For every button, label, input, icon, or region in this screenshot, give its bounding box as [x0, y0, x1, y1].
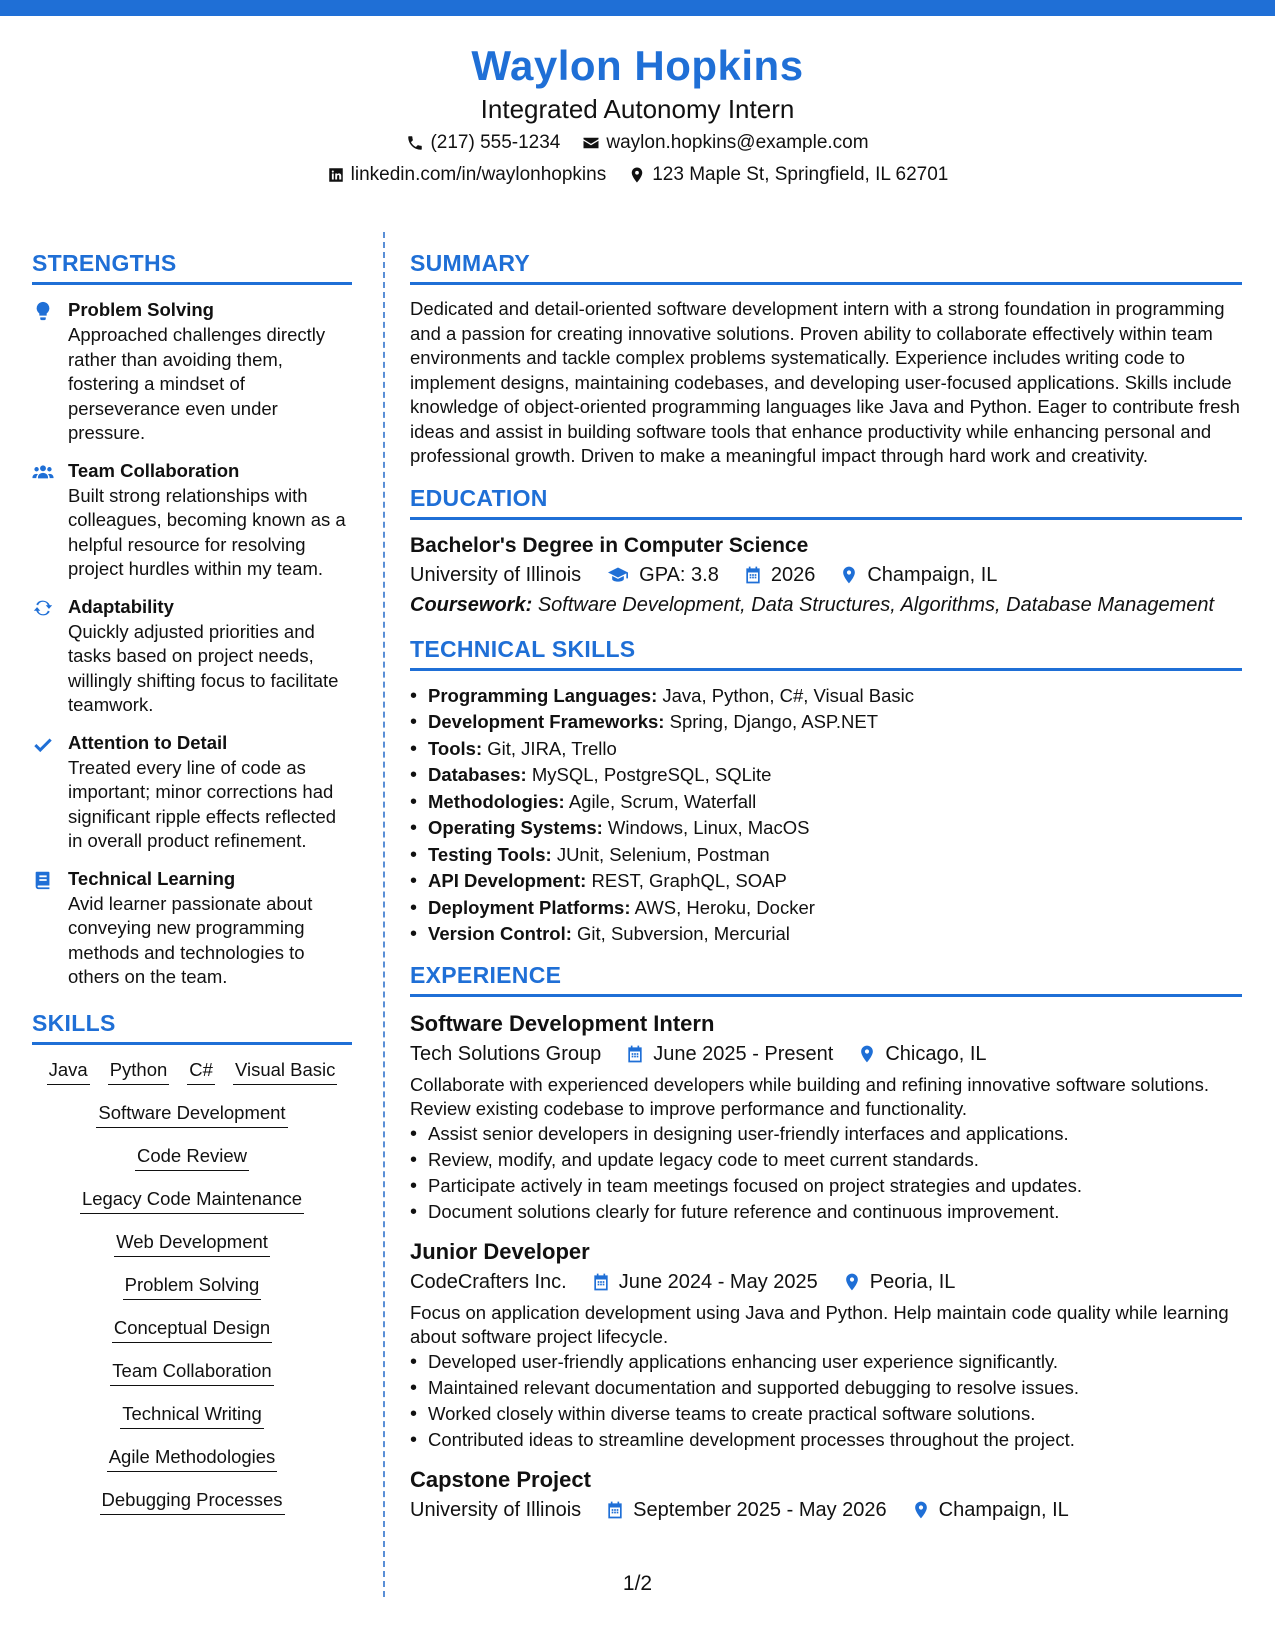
- skill-row: [32, 1100, 352, 1128]
- strength-item: [32, 594, 352, 718]
- users-icon: [32, 461, 54, 483]
- list-item: • Document solutions clearly for future reference and continuous improvement.: [410, 1199, 1242, 1225]
- skill-chip: Legacy Code Maintenance: [80, 1186, 304, 1214]
- summary-heading: SUMMARY: [410, 248, 1242, 285]
- skill-row: [32, 1057, 352, 1085]
- address-contact: [628, 162, 948, 188]
- skill-row: [32, 1315, 352, 1343]
- list-item: • Operating Systems: Windows, Linux, MacOS: [410, 815, 1242, 842]
- calendar-icon: [605, 1500, 625, 1520]
- job-bullets: [410, 1349, 1242, 1453]
- skill-chip: Conceptual Design: [112, 1315, 272, 1343]
- strength-item: [32, 866, 352, 990]
- skill-row: [32, 1186, 352, 1214]
- gpa-text: GPA: 3.8: [639, 563, 719, 586]
- technical-skills-list: [410, 683, 1242, 948]
- graduation-year: 2026: [770, 563, 816, 586]
- strength-title: Adaptability: [68, 595, 174, 617]
- list-item: • Testing Tools: JUnit, Selenium, Postman: [410, 842, 1242, 869]
- experience-heading: EXPERIENCE: [410, 960, 1242, 997]
- strength-title: Team Collaboration: [68, 459, 240, 481]
- skill-chip: Visual Basic: [233, 1057, 337, 1085]
- skill-chip: Software Development: [96, 1100, 287, 1128]
- job-title: Junior Developer: [410, 1238, 590, 1264]
- strength-item: [32, 730, 352, 854]
- book-icon: [32, 869, 54, 891]
- phone-text: (217) 555-1234: [430, 132, 561, 153]
- job-location: Chicago, IL: [885, 1042, 987, 1065]
- list-item: • Programming Languages: Java, Python, C#, Visual Basic: [410, 683, 1242, 710]
- job-dates: June 2025 - Present: [653, 1042, 834, 1065]
- job-dates: September 2025 - May 2026: [633, 1498, 887, 1521]
- job-meta: [410, 1495, 1242, 1525]
- job-meta: [410, 1039, 1242, 1069]
- job-title: Capstone Project: [410, 1466, 591, 1492]
- skill-row: [32, 1444, 352, 1472]
- candidate-title: Integrated Autonomy Intern: [480, 94, 795, 124]
- skill-chip: Debugging Processes: [100, 1487, 285, 1515]
- school-location: Champaign, IL: [867, 563, 998, 586]
- email-text: waylon.hopkins@example.com: [606, 132, 869, 153]
- company-name: Tech Solutions Group: [410, 1042, 602, 1065]
- school-name: University of Illinois: [410, 563, 582, 586]
- strength-title: Attention to Detail: [68, 731, 228, 753]
- strength-desc: Approached challenges directly rather than avoiding them, fostering a mindset of perseverance even under pressure.: [68, 324, 326, 443]
- skill-chip: Code Review: [135, 1143, 249, 1171]
- job-bullets: [410, 1121, 1242, 1225]
- phone-contact[interactable]: [406, 130, 560, 156]
- skill-row: [32, 1401, 352, 1429]
- skill-row: [32, 1143, 352, 1171]
- strength-title: Technical Learning: [68, 867, 236, 889]
- map-pin-icon: [628, 166, 646, 184]
- list-item: • Deployment Platforms: AWS, Heroku, Docker: [410, 895, 1242, 922]
- skill-row: [32, 1272, 352, 1300]
- calendar-icon: [591, 1272, 611, 1292]
- strength-desc: Built strong relationships with colleagues, becoming known as a helpful resource for resolving project hurdles within my team.: [68, 484, 346, 579]
- skill-chip: Java: [47, 1057, 90, 1085]
- list-item: • Developed user-friendly applications enhancing user experience significantly.: [410, 1349, 1242, 1375]
- job-dates: June 2024 - May 2025: [618, 1270, 818, 1293]
- education-heading: EDUCATION: [410, 483, 1242, 520]
- coursework-label: Coursework:: [410, 593, 533, 616]
- linkedin-icon: [327, 166, 345, 184]
- list-item: • Tools: Git, JIRA, Trello: [410, 736, 1242, 763]
- job-description: Focus on application development using Java and Python. Help maintain code quality while learning about software project lifecycle.: [410, 1301, 1229, 1347]
- list-item: • Databases: MySQL, PostgreSQL, SQLite: [410, 762, 1242, 789]
- strengths-heading: STRENGTHS: [32, 248, 352, 285]
- job-description: Collaborate with experienced developers while building and refining innovative software solutions. Review existing codebase to improve performance and functionality.: [410, 1073, 1210, 1119]
- calendar-icon: [625, 1044, 645, 1064]
- right-column: [410, 248, 1242, 1525]
- page-number: 1/2: [622, 1572, 653, 1595]
- skill-chip: Agile Methodologies: [107, 1444, 278, 1472]
- list-item: • Version Control: Git, Subversion, Mercurial: [410, 921, 1242, 948]
- contact-row-1: [0, 130, 1275, 156]
- list-item: • Maintained relevant documentation and supported debugging to resolve issues.: [410, 1375, 1242, 1401]
- left-column: [32, 248, 352, 1530]
- list-item: • Contributed ideas to streamline development processes throughout the project.: [410, 1427, 1242, 1453]
- check-icon: [32, 733, 54, 755]
- company-name: CodeCrafters Inc.: [410, 1270, 567, 1293]
- skill-row: [32, 1358, 352, 1386]
- company-name: University of Illinois: [410, 1498, 582, 1521]
- lightbulb-icon: [32, 300, 54, 322]
- email-contact[interactable]: [582, 130, 868, 156]
- strength-item: [32, 297, 352, 446]
- graduation-cap-icon: [605, 565, 631, 585]
- technical-skills-heading: TECHNICAL SKILLS: [410, 634, 1242, 671]
- list-item: • API Development: REST, GraphQL, SOAP: [410, 868, 1242, 895]
- list-item: • Participate actively in team meetings focused on project strategies and updates.: [410, 1173, 1242, 1199]
- skill-chip: Python: [108, 1057, 170, 1085]
- skills-list: [32, 1057, 352, 1515]
- skill-row: [32, 1229, 352, 1257]
- list-item: • Development Frameworks: Spring, Django, ASP.NET: [410, 709, 1242, 736]
- address-text: 123 Maple St, Springfield, IL 62701: [652, 164, 949, 185]
- strength-desc: Quickly adjusted priorities and tasks based on project needs, willingly shifting focus to facilitate teamwork.: [68, 620, 339, 715]
- skill-chip: Problem Solving: [123, 1272, 262, 1300]
- calendar-icon: [743, 565, 763, 585]
- skill-chip: Team Collaboration: [110, 1358, 273, 1386]
- list-item: • Worked closely within diverse teams to create practical software solutions.: [410, 1401, 1242, 1427]
- phone-icon: [406, 134, 424, 152]
- list-item: • Assist senior developers in designing user-friendly interfaces and applications.: [410, 1121, 1242, 1147]
- map-pin-icon: [857, 1044, 877, 1064]
- job-title: Software Development Intern: [410, 1010, 715, 1036]
- coursework-list: Software Development, Data Structures, Algorithms, Database Management: [537, 593, 1215, 616]
- list-item: • Methodologies: Agile, Scrum, Waterfall: [410, 789, 1242, 816]
- skill-chip: Technical Writing: [120, 1401, 264, 1429]
- map-pin-icon: [839, 565, 859, 585]
- job-meta: [410, 1267, 1242, 1297]
- envelope-icon: [582, 134, 600, 152]
- degree-title: Bachelor's Degree in Computer Science: [410, 533, 809, 557]
- skills-heading: SKILLS: [32, 1008, 352, 1045]
- column-divider: [383, 232, 385, 1597]
- strength-desc: Avid learner passionate about conveying new programming methods and technologies to others on the team.: [68, 892, 313, 987]
- strength-title: Problem Solving: [68, 299, 214, 320]
- skill-row: [32, 1487, 352, 1515]
- list-item: • Review, modify, and update legacy code to meet current standards.: [410, 1147, 1242, 1173]
- skill-chip: Web Development: [114, 1229, 270, 1257]
- linkedin-contact[interactable]: [327, 162, 607, 188]
- candidate-name: Waylon Hopkins: [471, 42, 804, 89]
- sync-icon: [32, 597, 54, 619]
- contact-row-2: [0, 162, 1275, 188]
- skill-chip: C#: [187, 1057, 215, 1085]
- resume-header: [0, 40, 1275, 188]
- linkedin-text: linkedin.com/in/waylonhopkins: [350, 164, 607, 185]
- map-pin-icon: [842, 1272, 862, 1292]
- map-pin-icon: [911, 1500, 931, 1520]
- job-location: Peoria, IL: [869, 1270, 956, 1293]
- top-accent-bar: [0, 0, 1275, 16]
- job-location: Champaign, IL: [938, 1498, 1069, 1521]
- coursework: [410, 590, 1242, 620]
- strength-item: [32, 458, 352, 582]
- education-meta: [410, 560, 1242, 590]
- strength-desc: Treated every line of code as important; minor corrections had significant ripple effects reflected in overall product refinement.: [68, 756, 337, 851]
- summary-text: Dedicated and detail-oriented software development intern with a strong foundation in programming and a passion for creating innovative solutions. Proven ability to collaborate effectively within team environments and tackle complex problems systematically. Experience includes writing code to implement designs, maintaining codebases, and developing user-focused applications. Skills include knowledge of object-oriented programming languages like Java and Python. Eager to contribute fresh ideas and assist in building software tools that enhance productivity while enhancing personal and professional growth. Driven to make a meaningful impact through hard work and creativity.: [410, 298, 1240, 466]
